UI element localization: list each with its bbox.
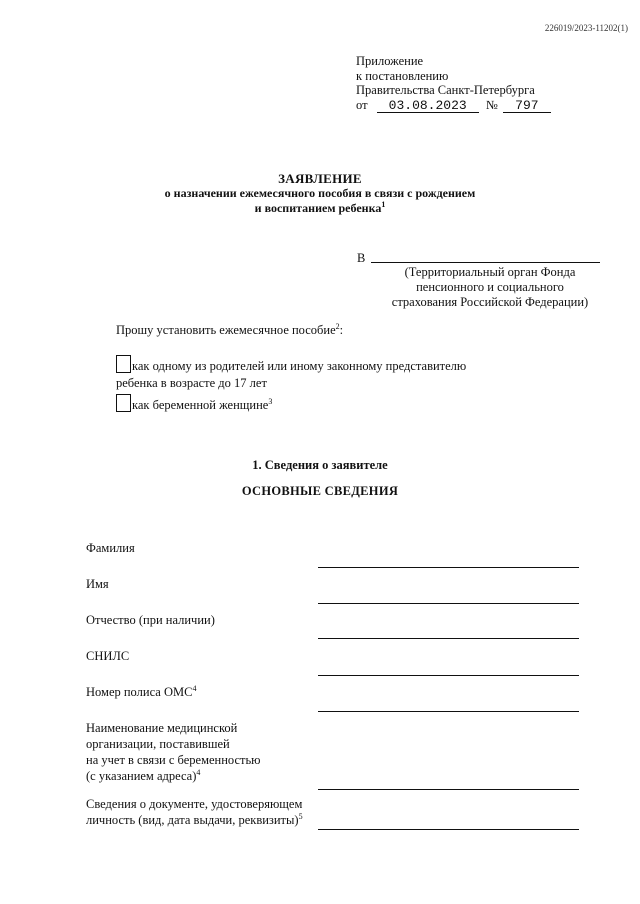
request-statement — [116, 323, 343, 338]
field-label-surname: Фамилия — [86, 541, 135, 555]
field-label-medical-org — [86, 720, 318, 784]
medical-org-label-line-3: на учет в связи с беременностью — [86, 753, 261, 767]
medical-org-label-line-2: организации, поставившей — [86, 737, 230, 751]
document-subtitle-line-1: о назначении ежемесячного пособия в связи с рождением — [164, 186, 476, 200]
field-input-surname[interactable] — [318, 567, 579, 568]
medical-org-label-line-1: Наименование медицинской — [86, 721, 238, 735]
approval-line-2: к постановлению — [356, 68, 449, 83]
number-label: № — [485, 97, 498, 112]
option-pregnant-label — [132, 397, 272, 413]
option-parent-label-line-2: ребенка в возрасте до 17 лет — [116, 376, 267, 390]
request-suffix: : — [339, 323, 344, 337]
field-label-patronymic: Отчество (при наличии) — [86, 613, 215, 627]
section-subtitle: ОСНОВНЫЕ СВЕДЕНИЯ — [241, 484, 399, 498]
footnote-marker: 4 — [196, 767, 201, 777]
field-label-identity-document — [86, 796, 318, 828]
authority-line-2: пенсионного и социального — [416, 280, 564, 294]
field-label-oms-policy — [86, 684, 318, 700]
field-input-patronymic[interactable] — [318, 638, 579, 639]
approval-date-line — [356, 98, 551, 113]
field-label-snils: СНИЛС — [86, 649, 130, 663]
field-label-name: Имя — [86, 577, 109, 591]
option-pregnant-text: как беременной женщине — [132, 398, 269, 412]
recipient-label: В — [357, 251, 366, 265]
footnote-marker: 5 — [298, 811, 303, 821]
request-text: Прошу установить ежемесячное пособие — [116, 323, 336, 337]
authority-line-1: (Территориальный орган Фонда — [404, 265, 576, 279]
from-label: от — [356, 97, 368, 112]
approval-line-3: Правительства Санкт-Петербурга — [356, 83, 535, 97]
identity-doc-label-line-1: Сведения о документе, удостоверяющем — [86, 797, 303, 811]
medical-org-label-line-4 — [86, 768, 318, 784]
document-registration-number: 226019/2023-11202(1) — [544, 23, 628, 33]
recipient-input-line[interactable] — [371, 262, 600, 263]
approval-block — [356, 54, 551, 113]
oms-label-text: Номер полиса ОМС — [86, 685, 193, 699]
field-input-snils[interactable] — [318, 675, 579, 676]
option-pregnant-checkbox[interactable] — [116, 394, 131, 412]
approval-line-1: Приложение — [356, 54, 424, 68]
footnote-marker: 1 — [381, 200, 386, 209]
identity-doc-label-line-2 — [86, 812, 318, 828]
identity-doc-label-text: личность (вид, дата выдачи, реквизиты) — [86, 813, 299, 827]
footnote-marker: 3 — [268, 396, 273, 406]
document-subtitle-line-2 — [0, 201, 640, 216]
medical-org-label-text: (с указанием адреса) — [86, 769, 197, 783]
field-input-oms-policy[interactable] — [318, 711, 579, 712]
field-input-identity-document[interactable] — [318, 829, 579, 830]
decree-date: 03.08.2023 — [377, 99, 479, 113]
subtitle-text: и воспитанием ребенка — [254, 201, 382, 215]
footnote-marker: 4 — [192, 683, 197, 693]
authority-line-3: страхования Российской Федерации) — [391, 295, 589, 309]
option-parent-label-line-1: как одному из родителей или иному законному представителю — [132, 359, 467, 373]
field-input-name[interactable] — [318, 603, 579, 604]
field-input-medical-org[interactable] — [318, 789, 579, 790]
option-parent-checkbox[interactable] — [116, 355, 131, 373]
section-title: 1. Сведения о заявителе — [252, 458, 388, 472]
decree-number: 797 — [503, 99, 551, 113]
footnote-marker: 2 — [335, 321, 340, 331]
document-title: ЗАЯВЛЕНИЕ — [278, 171, 362, 186]
